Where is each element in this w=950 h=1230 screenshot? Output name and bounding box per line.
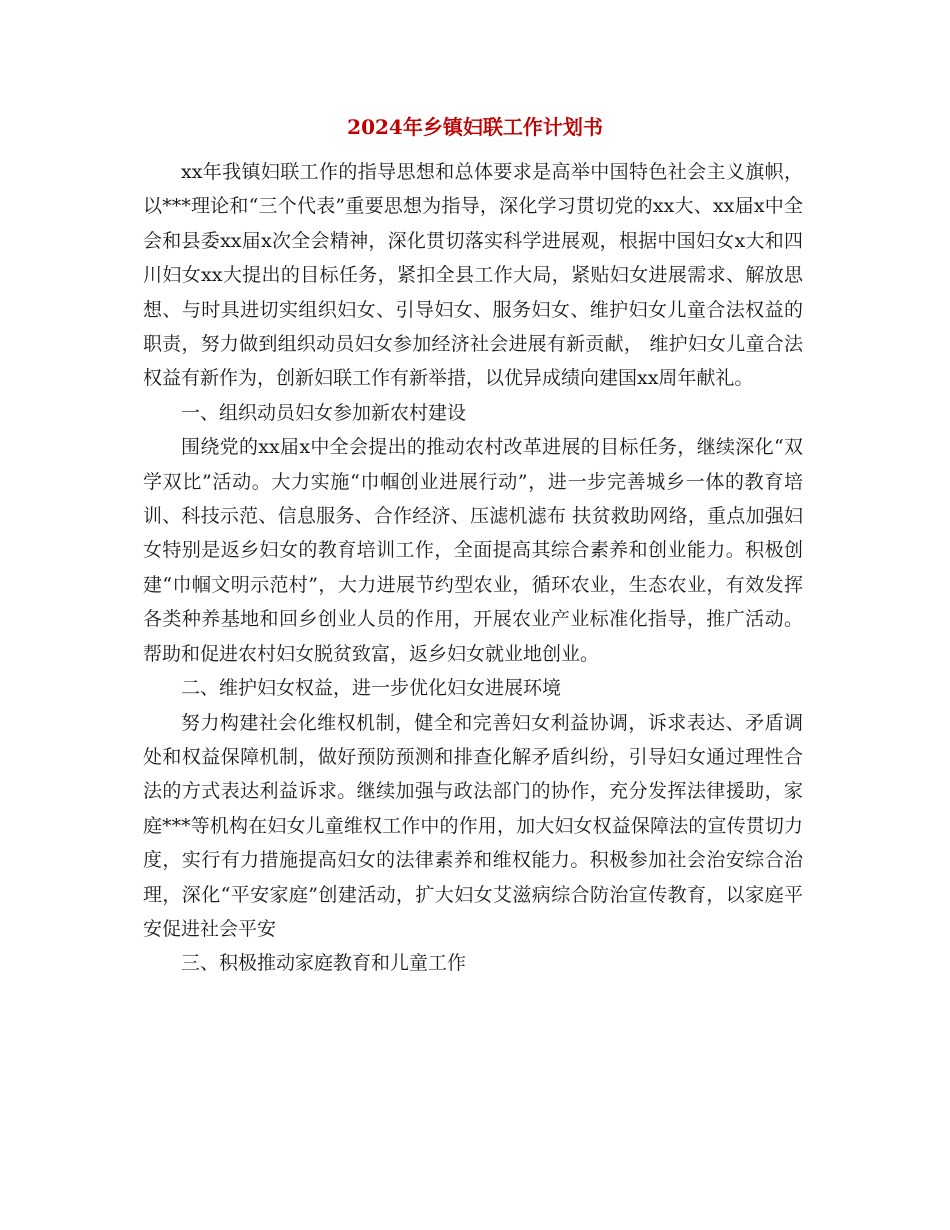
section-heading-2: 二、维护妇女权益，进一步优化妇女进展环境: [181, 677, 562, 700]
document-title: 2024年乡镇妇联工作计划书: [347, 115, 603, 139]
document-body: [143, 155, 803, 981]
section-1-paragraph: 围绕党的xx届x中全会提出的推动农村改革进展的目标任务，继续深化“双学双比”活动。大力实施“巾帼创业进展行动”，进一步完善城乡一体的教育培训、科技示范、信息服务、合作经济、压滤机滤布 扶贫救助网络，重点加强妇女特别是返乡妇女的教育培训工作，全面提高其综合素养和创业能力。积极创建“巾帼文明示范村”，大力进展节约型农业，循环农业，生态农业，有效发挥各类种养基地和回乡创业人员的作用，开展农业产业标准化指导，推广活动。帮助和促进农村妇女脱贫致富，返乡妇女就业地创业。: [143, 436, 803, 665]
intro-paragraph: xx年我镇妇联工作的指导思想和总体要求是高举中国特色社会主义旗帜，以***理论和“三个代表”重要思想为指导，深化学习贯切党的xx大、xx届x中全会和县委xx届x次全会精神，深化贯切落实科学进展观，根据中国妇女x大和四川妇女xx大提出的目标任务，紧扣全县工作大局，紧贴妇女进展需求、解放思想、与时具进切实组织妇女、引导妇女、服务妇女、维护妇女儿童合法权益的职责，努力做到组织动员妇女参加经济社会进展有新贡献， 维护妇女儿童合法权益有新作为，创新妇联工作有新举措，以优异成绩向建国xx周年献礼。: [143, 161, 803, 390]
section-2-paragraph: 努力构建社会化维权机制，健全和完善妇女利益协调，诉求表达、矛盾调处和权益保障机制，做好预防预测和排查化解矛盾纠纷，引导妇女通过理性合法的方式表达利益诉求。继续加强与政法部门的协作，充分发挥法律援助，家庭***等机构在妇女儿童维权工作中的作用，加大妇女权益保障法的宣传贯切力度，实行有力措施提高妇女的法律素养和维权能力。积极参加社会治安综合治理，深化“平安家庭”创建活动，扩大妇女艾滋病综合防治宣传教育，以家庭平安促进社会平安: [143, 711, 803, 940]
section-heading-1: 一、组织动员妇女参加新农村建设: [181, 401, 467, 424]
section-heading-3: 三、积极推动家庭教育和儿童工作: [181, 952, 467, 975]
